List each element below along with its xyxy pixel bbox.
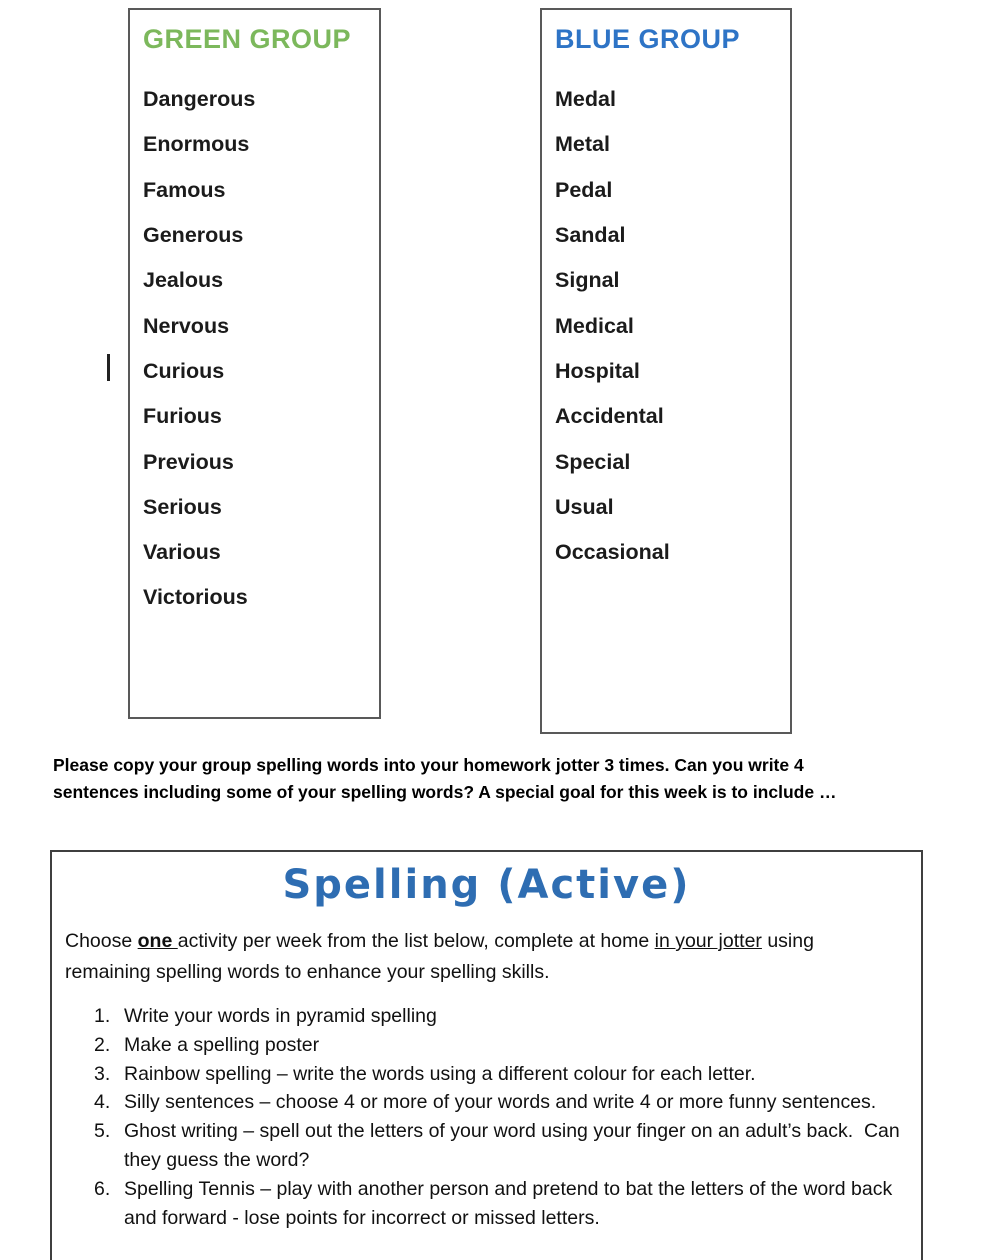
- intro-text: using: [761, 930, 814, 952]
- spelling-word: Victorious: [143, 585, 248, 610]
- spelling-word: Dangerous: [143, 87, 256, 112]
- spelling-word: Serious: [143, 494, 222, 519]
- list-item-number: 3.: [94, 1062, 111, 1085]
- spelling-word: Nervous: [143, 313, 230, 338]
- list-item: [52, 1117, 921, 1175]
- list-item: [52, 1088, 921, 1117]
- spelling-word: Sandal: [555, 223, 626, 248]
- spelling-word: Famous: [143, 177, 226, 202]
- intro-text: Choose: [65, 930, 138, 952]
- spelling-word: Various: [143, 540, 221, 565]
- instruction-line: sentences including some of your spelling words? A special goal for this week is to include …: [53, 781, 837, 802]
- list-item-number: 4.: [94, 1091, 111, 1114]
- instruction-line: Please copy your group spelling words into your homework jotter 3 times. Can you write 4: [53, 755, 804, 775]
- spelling-active-box: [50, 850, 923, 1260]
- spelling-word: Pedal: [555, 177, 613, 202]
- list-item-text: Ghost writing – spell out the letters of your word using your finger on an adult’s back. Can they guess the word?: [124, 1120, 906, 1171]
- spelling-word: Signal: [555, 268, 620, 293]
- list-item: [52, 1060, 921, 1089]
- homework-instruction: [53, 752, 953, 805]
- activity-list: [52, 1002, 921, 1232]
- spelling-intro: [65, 926, 908, 987]
- spelling-word: Accidental: [555, 404, 664, 429]
- list-item-text: Write your words in pyramid spelling: [124, 1005, 437, 1027]
- spelling-word: Occasional: [555, 540, 670, 565]
- list-item-number: 2.: [94, 1033, 111, 1056]
- spelling-word: Special: [555, 449, 631, 474]
- green-group-word-list: [143, 77, 379, 621]
- intro-text: remaining spelling words to enhance your spelling skills.: [65, 960, 550, 983]
- spelling-word: Usual: [555, 494, 614, 519]
- spelling-word: Generous: [143, 223, 244, 248]
- list-item-number: 1.: [94, 1005, 111, 1027]
- spelling-word: Curious: [143, 358, 225, 383]
- list-item-text: Make a spelling poster: [124, 1033, 320, 1056]
- list-item-text: Silly sentences – choose 4 or more of your words and write 4 or more funny sentences.: [124, 1091, 877, 1114]
- spelling-word: Previous: [143, 449, 234, 474]
- spelling-word: Furious: [143, 404, 222, 429]
- blue-group-word-list: [555, 77, 790, 575]
- spelling-word: Enormous: [143, 132, 250, 157]
- blue-group-title: BLUE GROUP: [555, 24, 741, 54]
- spelling-word: Jealous: [143, 268, 224, 293]
- list-item: [52, 1175, 921, 1233]
- list-item-text: Spelling Tennis – play with another person and pretend to bat the letters of the word back and forward - lose points for incorrect or missed letters.: [124, 1177, 898, 1229]
- list-item: [52, 1002, 921, 1031]
- green-group-box: [128, 8, 381, 719]
- spelling-word: Metal: [555, 132, 610, 157]
- list-item-text: Rainbow spelling – write the words using a different colour for each letter.: [124, 1062, 756, 1085]
- spelling-word: Medical: [555, 313, 634, 338]
- spelling-word: Medal: [555, 87, 616, 112]
- intro-underline: in your jotter: [654, 930, 762, 952]
- list-item-number: 6.: [94, 1177, 111, 1200]
- intro-bold-underline: one: [137, 930, 178, 952]
- intro-text: activity per week from the list below, complete at home: [177, 930, 655, 952]
- spelling-active-title: Spelling (Active): [282, 862, 691, 908]
- text-cursor: [107, 354, 110, 381]
- spelling-word: Hospital: [555, 358, 640, 383]
- green-group-title: GREEN GROUP: [143, 24, 352, 54]
- blue-group-box: [540, 8, 792, 734]
- list-item: [52, 1031, 921, 1060]
- list-item-number: 5.: [94, 1120, 111, 1143]
